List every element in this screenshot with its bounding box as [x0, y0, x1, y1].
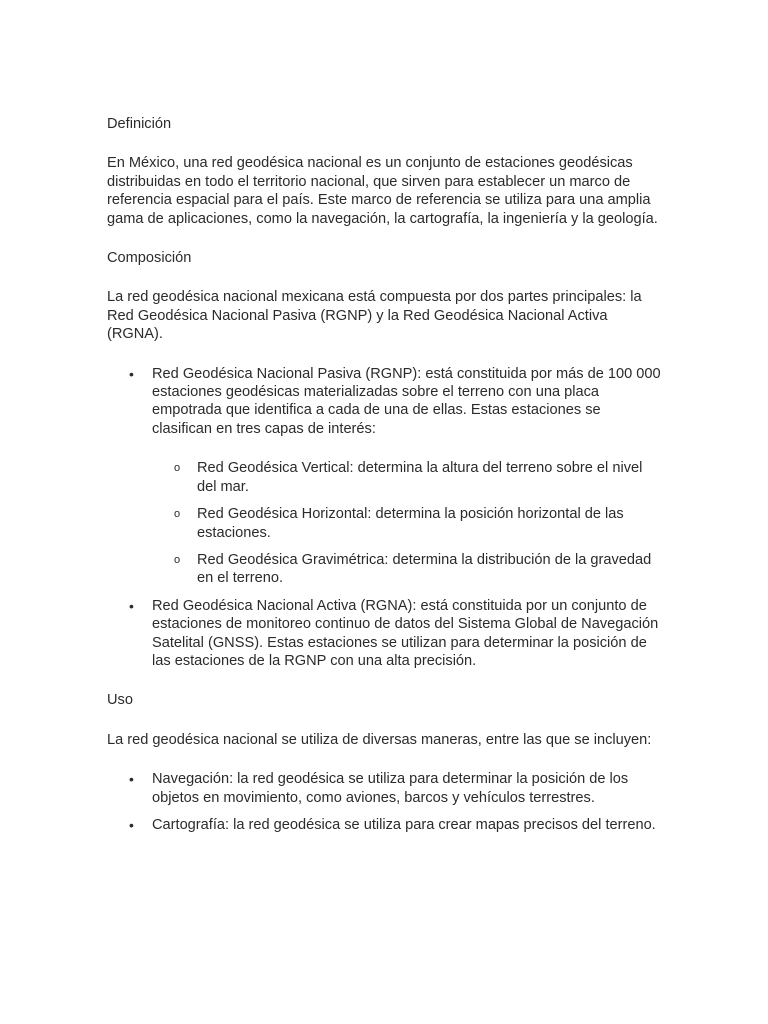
sublist-item-text: Red Geodésica Gravimétrica: determina la distribución de la gravedad en el terreno. — [197, 551, 652, 587]
sublist-item-gravimetrica — [152, 551, 662, 588]
list-item-rgna — [107, 597, 662, 671]
paragraph-definicion: En México, una red geodésica nacional es un conjunto de estaciones geodésicas distribuidas en todo el territorio nacional, que sirven para establecer un marco de referencia espacial para el país. Este marco de referencia se utiliza para una amplia gama de aplicaciones, como la navegación, la cartografía, la ingeniería y la geología. — [107, 155, 658, 227]
bullet-icon: • — [129, 597, 134, 614]
paragraph-composicion: La red geodésica nacional mexicana está compuesta por dos partes principales: la Red Geodésica Nacional Pasiva (RGNP) y la Red Geodésica Nacional Activa (RGNA). — [107, 289, 642, 343]
sublist-item-text: Red Geodésica Vertical: determina la altura del terreno sobre el nivel del mar. — [197, 460, 643, 495]
list-item-text: Red Geodésica Nacional Activa (RGNA): está constituida por un conjunto de estaciones de monitoreo continuo de datos del Sistema Global de Navegación Satelital (GNSS). Estas estaciones se utilizan para determinar la posición de las estaciones de la RGNP con una alta precisión. — [152, 597, 659, 669]
bullet-icon: • — [129, 365, 134, 382]
list-item-navegacion — [107, 770, 662, 807]
list-item-text: Cartografía: la red geodésica se utiliza para crear mapas precisos del terreno. — [152, 816, 656, 833]
bullet-icon: • — [129, 771, 134, 788]
list-item-cartografia — [107, 816, 662, 834]
heading-definicion: Definición — [107, 116, 172, 132]
list-item-rgnp — [107, 365, 662, 588]
rgnp-sublist — [152, 459, 662, 587]
sublist-item-text: Red Geodésica Horizontal: determina la posición horizontal de las estaciones. — [197, 506, 624, 541]
heading-uso: Uso — [107, 692, 133, 709]
circle-bullet-icon: o — [174, 462, 181, 475]
uso-list — [107, 770, 662, 834]
bullet-icon: • — [129, 816, 134, 833]
heading-composicion: Composición — [107, 250, 192, 267]
list-item-text: Red Geodésica Nacional Pasiva (RGNP): está constituida por más de 100 000 estaciones geodésicas materializadas sobre el terreno con una placa empotrada que identifica a cada de una de ellas. Estas estaciones se clasifican en tres capas de interés: — [152, 365, 661, 437]
document-content — [107, 115, 662, 843]
sublist-item-vertical — [152, 459, 662, 496]
list-item-text: Navegación: la red geodésica se utiliza para determinar la posición de los objetos en movimiento, como aviones, barcos y vehículos terrestres. — [152, 771, 629, 806]
paragraph-uso: La red geodésica nacional se utiliza de diversas maneras, entre las que se incluyen: — [107, 731, 652, 748]
composicion-list — [107, 365, 662, 671]
circle-bullet-icon: o — [174, 553, 181, 566]
sublist-item-horizontal — [152, 505, 662, 542]
circle-bullet-icon: o — [174, 508, 181, 521]
